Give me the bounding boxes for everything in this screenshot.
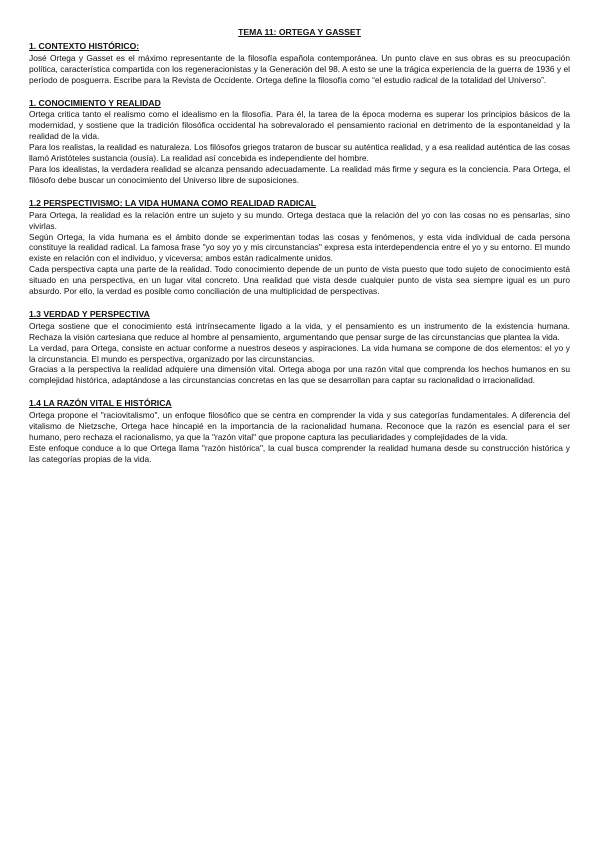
- section-heading: 1. CONTEXTO HISTÓRICO:: [29, 40, 140, 51]
- paragraph: Ortega propone el "raciovitalismo", un enfoque filosófico que se centra en comprender la vida y sus categorías fundamentales. A diferencia del vitalismo de Nietzsche, Ortega hace hincapié en la importancia de la racionalidad humana. Reconoce que la razón es esencial para el ser humano, pero rechaza el racionalismo, ya que la "razón vital" que propone captura las peculiaridades y complejidades de la vida.: [29, 410, 570, 442]
- section-heading: 1.4 LA RAZÓN VITAL E HISTÓRICA: [29, 398, 172, 409]
- section-conocimiento-realidad: [29, 98, 570, 186]
- section-contexto-historico: [29, 41, 570, 86]
- paragraph: Para Ortega, la realidad es la relación entre un sujeto y su mundo. Ortega destaca que la relación del yo con las cosas no es pensarlas, sino vivirlas.: [29, 209, 570, 231]
- paragraph: Para los realistas, la realidad es naturaleza. Los filósofos griegos trataron de buscar su auténtica realidad, y a esa realidad auténtica de las cosas llamó Aristóteles sustancia (ousía). La realidad así concebida es independiente del hombre.: [29, 142, 570, 164]
- paragraph: Para los idealistas, la verdadera realidad se alcanza pensando adecuadamente. La realidad más firme y segura es la conciencia. Para Ortega, el filósofo debe buscar un conocimiento del Universo libre de suposiciones.: [29, 163, 570, 185]
- paragraph: Gracias a la perspectiva la realidad adquiere una dimensión vital. Ortega aboga por una razón vital que comprenda los hechos humanos en su complejidad histórica, adaptándose a las circunstancias concretas en las que se desarrollan para captar su racionalidad o irracionalidad.: [29, 364, 570, 386]
- paragraph: Este enfoque conduce a lo que Ortega llama "razón histórica", la cual busca comprender la realidad humana desde su construcción histórica y las categorías propias de la vida.: [29, 442, 570, 464]
- section-heading: 1.2 PERSPECTIVISMO: LA VIDA HUMANA COMO REALIDAD RADICAL: [29, 197, 316, 208]
- section-heading: 1.3 VERDAD Y PERSPECTIVA: [29, 308, 150, 319]
- paragraph: Ortega critica tanto el realismo como el idealismo en la filosofía. Para él, la tarea de la época moderna es superar los principios básicos de la modernidad, y sostiene que la tradición filosófica occidental ha sobrevalorado el pensamiento racional en detrimento de la espontaneidad y la realidad de la vida.: [29, 109, 570, 142]
- paragraph: José Ortega y Gasset es el máximo representante de la filosofía española contemporánea. Un punto clave en sus obras es su preocupación política, característica compartida con los regeneracionistas y la Generación del 98. A esto se une la trágica experiencia de la guerra de 1936 y el período de posguerra. Escribe para la Revista de Occidente. Ortega define la filosofía como “el estudio radical de la totalidad del Universo”.: [29, 52, 570, 85]
- section-verdad-perspectiva: [29, 309, 570, 386]
- section-heading: 1. CONOCIMIENTO Y REALIDAD: [29, 97, 161, 108]
- paragraph: La verdad, para Ortega, consiste en actuar conforme a nuestros deseos y aspiraciones. La vida humana se compone de dos elementos: el yo y la circunstancia. El mundo es perspectiva, organizado por las circunstancias.: [29, 342, 570, 364]
- paragraph: Ortega sostiene que el conocimiento está intrínsecamente ligado a la vida, y el pensamiento es un instrumento de la existencia humana. Rechaza la visión cartesiana que reduce al hombre al pensamiento, argumentando que pensar surge de las circunstancias que plantea la vida.: [29, 320, 570, 342]
- section-razon-vital: [29, 398, 570, 464]
- section-perspectivismo: [29, 198, 570, 297]
- paragraph: Cada perspectiva capta una parte de la realidad. Todo conocimiento depende de un punto de vista puesto que todo sujeto de conocimiento está situado en una perspectiva, en un lugar vital concreto. Una realidad que vista desde cualquier punto de vista sea siempre igual es un puro absurdo. Por ello, la verdad es posible como conciliación de una multiplicidad de perspectivas.: [29, 264, 570, 297]
- document-title: TEMA 11: ORTEGA Y GASSET: [238, 27, 361, 37]
- paragraph: Según Ortega, la vida humana es el ámbito donde se experimentan todas las cosas y fenómenos, y esta vida individual de cada persona constituye la realidad radical. La famosa frase "yo soy yo y mis circunstancias" expresa esta interdependencia entre el yo y su entorno. El mundo existe en relación con el individuo, y viceversa; ambos están radicalmente unidos.: [29, 231, 570, 264]
